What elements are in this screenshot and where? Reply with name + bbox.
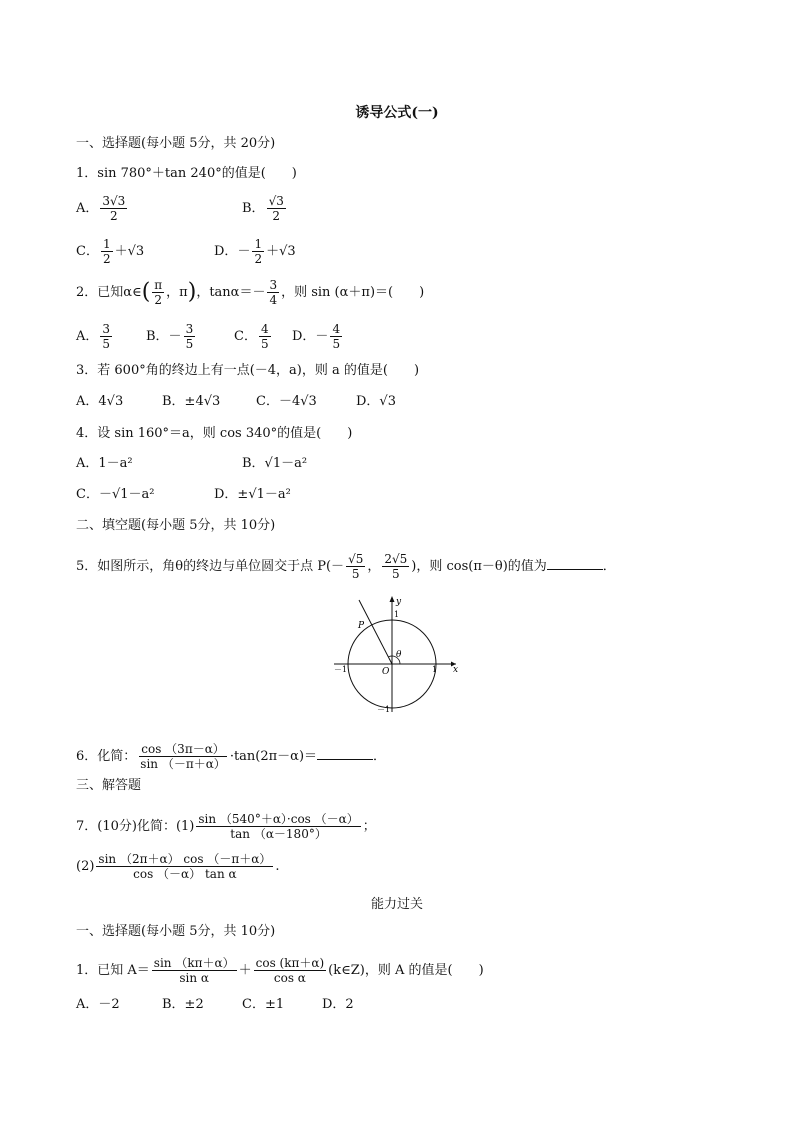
q5-stem: 5．如图所示，角θ的终边与单位圆交于点 P(－ $\frac{√5}{5}$ ， $\frac{2√5}{5}$ )，则 cos(π－θ)的值为 ． (76, 552, 616, 581)
tick-label-right: 1 (432, 665, 438, 674)
q6-answer-blank[interactable] (317, 747, 373, 760)
q4-stem: 4．设 sin 160°＝a，则 cos 340°的值是( ) (76, 426, 353, 441)
q3-option-c: C．－4√3 (256, 394, 317, 409)
section-answer-heading: 三、解答题 (76, 778, 142, 793)
q7-part2: (2) $\frac{\sin (2\pi+\alpha) \cos (-\pi+\alpha)}{\text{cos （－α） tan α}}$ . (76, 852, 280, 881)
q2-options (76, 322, 341, 351)
q3-option-b: B．±4√3 (162, 394, 221, 409)
q4-options-ab (76, 456, 308, 472)
q7-part1: 7．(10分)化简：(1) $\frac{\sin (540^\circ+\alpha)\cdot\cos (-\alpha)}{\tan (\alpha-180^\circ)}$ ； (76, 812, 376, 841)
ability-q1-option-d: D．2 (322, 997, 354, 1012)
q1-option-b: B． $\frac{√3}{2}$ (242, 194, 284, 223)
section-choice-heading: 一、选择题(每小题 5分，共 20分) (76, 136, 276, 151)
y-axis-label: y (396, 597, 402, 607)
q2-option-d: D．－ $\frac{4}{5}$ (292, 322, 341, 351)
origin-label: O (382, 667, 390, 677)
ability-q1-option-a: A．－2 (76, 997, 120, 1012)
section-fill-heading: 二、填空题(每小题 5分，共 10分) (76, 518, 276, 533)
q1-options-ab (76, 194, 284, 223)
q1-option-d: D．－ $\frac{1}{2}$ ＋√3 (214, 237, 296, 266)
q4-option-d: D．±√1－a² (214, 487, 291, 502)
tick-label-bottom: －1 (377, 705, 391, 714)
q3-option-a: A．4√3 (76, 394, 124, 409)
x-axis-label: x (453, 665, 459, 675)
q6-stem: 6．化简： $\frac{\cos (3\pi-\alpha)}{\sin (-\pi+\alpha)}$ ·tan(2π－α)＝ ． (76, 742, 387, 771)
q2-option-b: B．－ $\frac{3}{5}$ (146, 322, 194, 351)
q4-options-cd (76, 487, 291, 503)
q1-options-cd (76, 237, 296, 266)
ability-q1-option-c: C．±1 (242, 997, 285, 1012)
y-axis-arrow (390, 596, 395, 602)
ability-q1-options (76, 997, 354, 1013)
terminal-side (359, 600, 392, 664)
theta-label: θ (396, 650, 402, 660)
q4-option-b: B．√1－a² (242, 456, 308, 471)
q3-stem: 3．若 600°角的终边上有一点(－4，a)，则 a 的值是( ) (76, 363, 420, 378)
tick-label-left: －1 (334, 665, 348, 674)
ability-q1-stem: 1．已知 A＝ $\frac{\sin (k\pi+\alpha)}{\text{sin α}}$ ＋ $\frac{\cos (k\pi+\alpha)}{\text{cos α}}$ (k∈Z)，则 A 的值是( ) (76, 956, 484, 985)
q3-option-d: D．√3 (356, 394, 396, 409)
ability-q1-option-b: B．±2 (162, 997, 204, 1012)
q4-option-c: C．－√1－a² (76, 487, 155, 502)
q2-stem: 2．已知α∈( $\frac{\pi}{2}$ ，π)，tanα＝－ $\frac{3}{4}$ ，则 sin (α＋π)＝( ) (76, 278, 425, 307)
tick-label-top: 1 (394, 610, 400, 619)
q3-options (76, 394, 396, 410)
section-choice-heading-2: 一、选择题(每小题 5分，共 10分) (76, 924, 276, 939)
ability-section-title: 能力过关 (370, 897, 423, 912)
q1-stem: 1．sin 780°＋tan 240°的值是( ) (76, 166, 297, 181)
q1-option-c: C． $\frac{1}{2}$ ＋√3 (76, 237, 145, 266)
q2-option-c: C． $\frac{4}{5}$ (234, 322, 269, 351)
unit-circle-figure (330, 592, 466, 716)
page-title: 诱导公式(一) (355, 105, 439, 121)
q2-option-a: A． $\frac{3}{5}$ (76, 322, 111, 351)
q1-option-a: A． $\frac{3√3}{2}$ (76, 194, 126, 223)
q4-option-a: A．1－a² (76, 456, 133, 471)
point-p-label: P (358, 621, 365, 631)
q5-answer-blank[interactable] (547, 557, 603, 570)
